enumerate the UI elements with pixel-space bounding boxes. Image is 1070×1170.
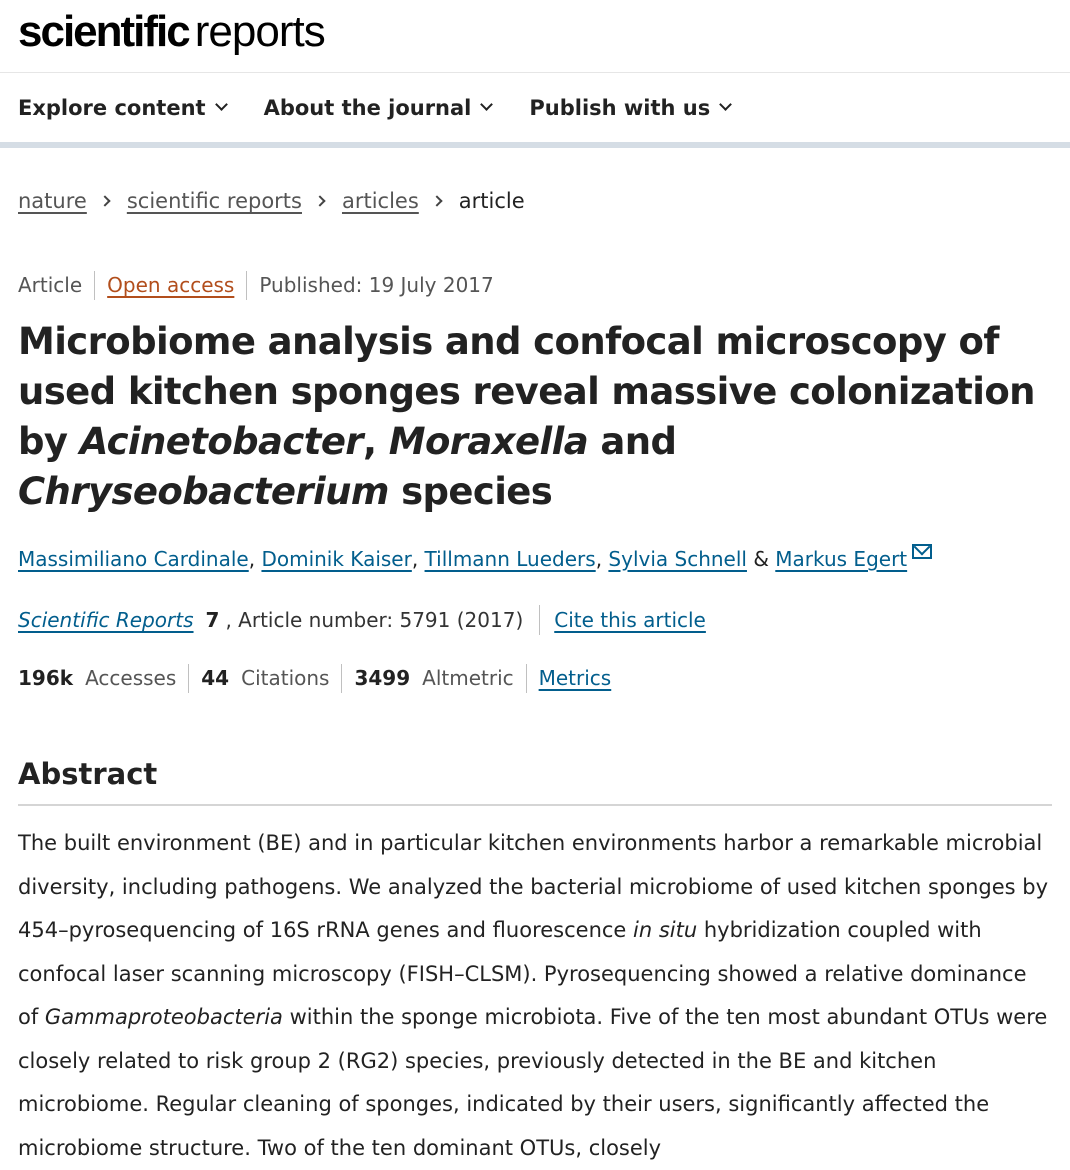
nav-explore-content-label: Explore content [18, 95, 206, 120]
abstract-part: hybridization coupled with confocal laser scanning microscopy (FISH–CLSM). Pyrosequencing showed a relative dominance of [18, 918, 1027, 1029]
nav-publish-label: Publish with us [529, 95, 711, 120]
divider [246, 271, 247, 300]
main-nav [0, 73, 1070, 148]
abstract-heading: Abstract [18, 759, 1052, 806]
title-comma: , [362, 420, 389, 463]
author-separator: , [595, 546, 609, 571]
citation-row [0, 592, 1070, 648]
abstract-text [0, 806, 1070, 1170]
title-end: species [388, 470, 553, 513]
abstract-italic-term: Gammaproteobacteria [44, 1005, 283, 1029]
metrics-link[interactable]: Metrics [538, 666, 612, 690]
breadcrumb-current: article [458, 189, 525, 213]
title-text: Microbiome analysis and confocal microscopy of used kitchen sponges reveal massive colonization by [18, 320, 1035, 463]
logo-light: reports [194, 7, 325, 56]
abstract-part: The built environment (BE) and in particular kitchen environments harbor a remarkable microbial diversity, including pathogens. We analyzed the bacterial microbiome of used kitchen sponges by 454–pyrosequencing of 16S rRNA genes and fluorescence [18, 831, 1049, 942]
citations-label: Citations [241, 666, 330, 690]
title-genus-chryseobacterium: Chryseobacterium [18, 470, 389, 513]
abstract-part: within the sponge microbiota. Five of the ten most abundant OTUs were closely related to risk group 2 (RG2) species, previously detected in the BE and kitchen microbiome. Regular cleaning of sponges, indicated by their users, significantly affected the microbiome structure. Two of the ten dominant OTUs, closely [18, 1005, 1048, 1160]
logo-bold: scientific [18, 7, 189, 56]
chevron-right-icon [314, 195, 325, 206]
nav-explore-content[interactable] [18, 96, 226, 120]
chevron-down-icon [719, 98, 732, 111]
altmetric-label: Altmetric [422, 666, 514, 690]
chevron-down-icon [215, 98, 228, 111]
citations-count: 44 [201, 666, 230, 690]
article-type: Article [18, 273, 83, 297]
nav-about-journal-label: About the journal [263, 95, 472, 120]
divider [539, 605, 540, 635]
title-and: and [588, 420, 677, 463]
site-header [0, 0, 1070, 148]
author-ampersand: & [746, 546, 776, 571]
divider [94, 271, 95, 300]
chevron-down-icon [481, 98, 494, 111]
title-genus-moraxella: Moraxella [388, 420, 589, 463]
breadcrumb-nature[interactable]: nature [18, 189, 87, 213]
altmetric-count: 3499 [354, 666, 411, 690]
divider [526, 664, 527, 693]
divider [341, 664, 342, 693]
published-date: Published: 19 July 2017 [259, 273, 494, 297]
breadcrumb-scientific-reports[interactable]: scientific reports [126, 189, 302, 213]
journal-link[interactable]: Scientific Reports [18, 608, 194, 632]
author-link[interactable]: Tillmann Lueders [424, 546, 596, 571]
breadcrumb-articles[interactable]: articles [341, 189, 419, 213]
abstract-italic-term: in situ [633, 918, 698, 942]
nav-publish-with-us[interactable] [529, 96, 730, 120]
author-separator: , [248, 546, 262, 571]
author-link[interactable]: Massimiliano Cardinale [18, 546, 249, 571]
volume-number: 7 [205, 608, 220, 632]
author-link[interactable]: Sylvia Schnell [608, 546, 747, 571]
site-logo[interactable] [18, 6, 1052, 58]
cite-this-article-link[interactable]: Cite this article [554, 608, 706, 632]
title-genus-acinetobacter: Acinetobacter [79, 420, 363, 463]
accesses-count: 196k [18, 666, 74, 690]
chevron-right-icon [431, 195, 442, 206]
accesses-label: Accesses [85, 666, 177, 690]
chevron-right-icon [99, 195, 110, 206]
breadcrumb [0, 148, 1070, 221]
author-link[interactable]: Dominik Kaiser [261, 546, 412, 571]
article-title [0, 304, 1070, 525]
nav-about-journal[interactable] [264, 96, 492, 120]
divider [188, 664, 189, 693]
article-metrics [0, 648, 1070, 708]
author-separator: , [411, 546, 425, 571]
open-access-link[interactable]: Open access [107, 273, 235, 297]
author-list [0, 525, 1070, 592]
author-link[interactable]: Markus Egert [775, 546, 908, 571]
article-number: , Article number: 5791 (2017) [225, 608, 524, 632]
logo-bar [0, 0, 1070, 73]
article-meta [0, 221, 1070, 304]
email-icon[interactable] [912, 544, 932, 559]
